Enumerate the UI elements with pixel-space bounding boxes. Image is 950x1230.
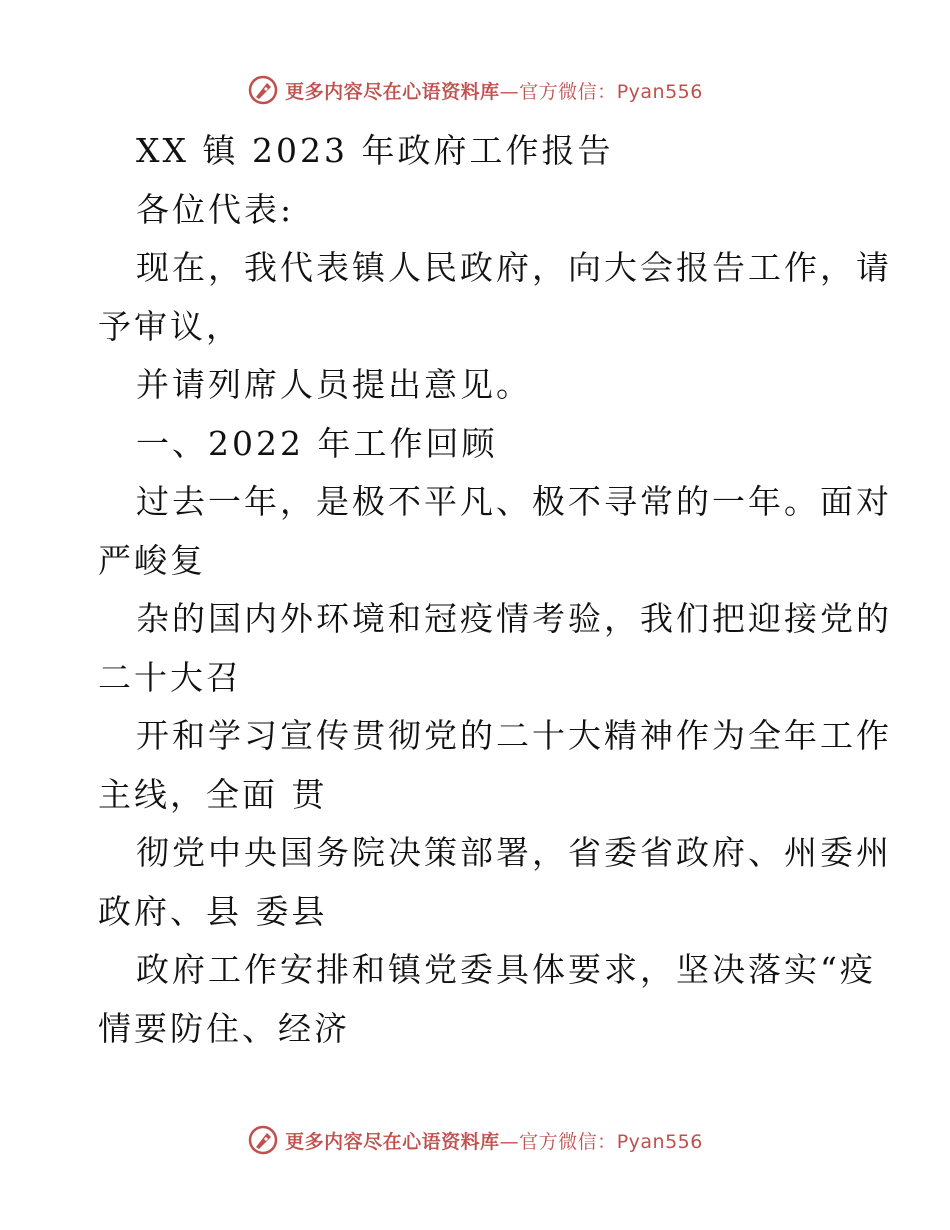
text-line: 政府、县 委县 — [98, 891, 328, 931]
text-line: 二十大召 — [98, 657, 242, 697]
banner-wechat-id: Pyan556 — [616, 1130, 703, 1153]
document-body — [98, 122, 892, 1058]
text-line: 并请列席人员提出意见。 — [136, 365, 532, 404]
text-line: 情要防住、经济 — [98, 1008, 350, 1048]
banner-main-text: 更多内容尽在心语资料库 — [285, 1130, 500, 1153]
banner-dash: — — [499, 1130, 520, 1153]
banner-wechat-id: Pyan556 — [616, 80, 703, 103]
banner-main-text: 更多内容尽在心语资料库 — [285, 80, 500, 103]
section-heading: 一、2022 年工作回顾 — [136, 423, 498, 463]
text-line: 杂的国内外环境和冠疫情考验，我们把迎接党的 — [136, 599, 892, 638]
banner-wechat-label: 官方微信： — [519, 1130, 617, 1153]
footer-banner — [0, 1120, 950, 1160]
text-line: 现在，我代表镇人民政府，向大会报告工作，请 — [136, 248, 892, 287]
text-line: 严峻复 — [98, 540, 206, 580]
pen-nib-logo-icon — [247, 1124, 279, 1156]
banner-dash: — — [499, 80, 520, 103]
document-title: XX 镇 2023 年政府工作报告 — [136, 131, 614, 170]
text-line: 彻党中央国务院决策部署，省委省政府、州委州 — [136, 833, 892, 872]
text-line: 予审议， — [98, 306, 242, 346]
banner-wechat-label: 官方微信： — [519, 80, 617, 103]
salutation: 各位代表: — [136, 189, 295, 229]
banner-text — [285, 1127, 703, 1154]
header-banner — [0, 70, 950, 110]
pen-nib-logo-icon — [247, 74, 279, 106]
text-line: 主线，全面 贯 — [98, 774, 328, 814]
text-line: 过去一年，是极不平凡、极不寻常的一年。面对 — [136, 482, 892, 521]
text-line: 开和学习宣传贯彻党的二十大精神作为全年工作 — [136, 716, 892, 755]
text-line: 政府工作安排和镇党委具体要求，坚决落实“疫 — [136, 950, 876, 989]
banner-text — [285, 77, 703, 104]
